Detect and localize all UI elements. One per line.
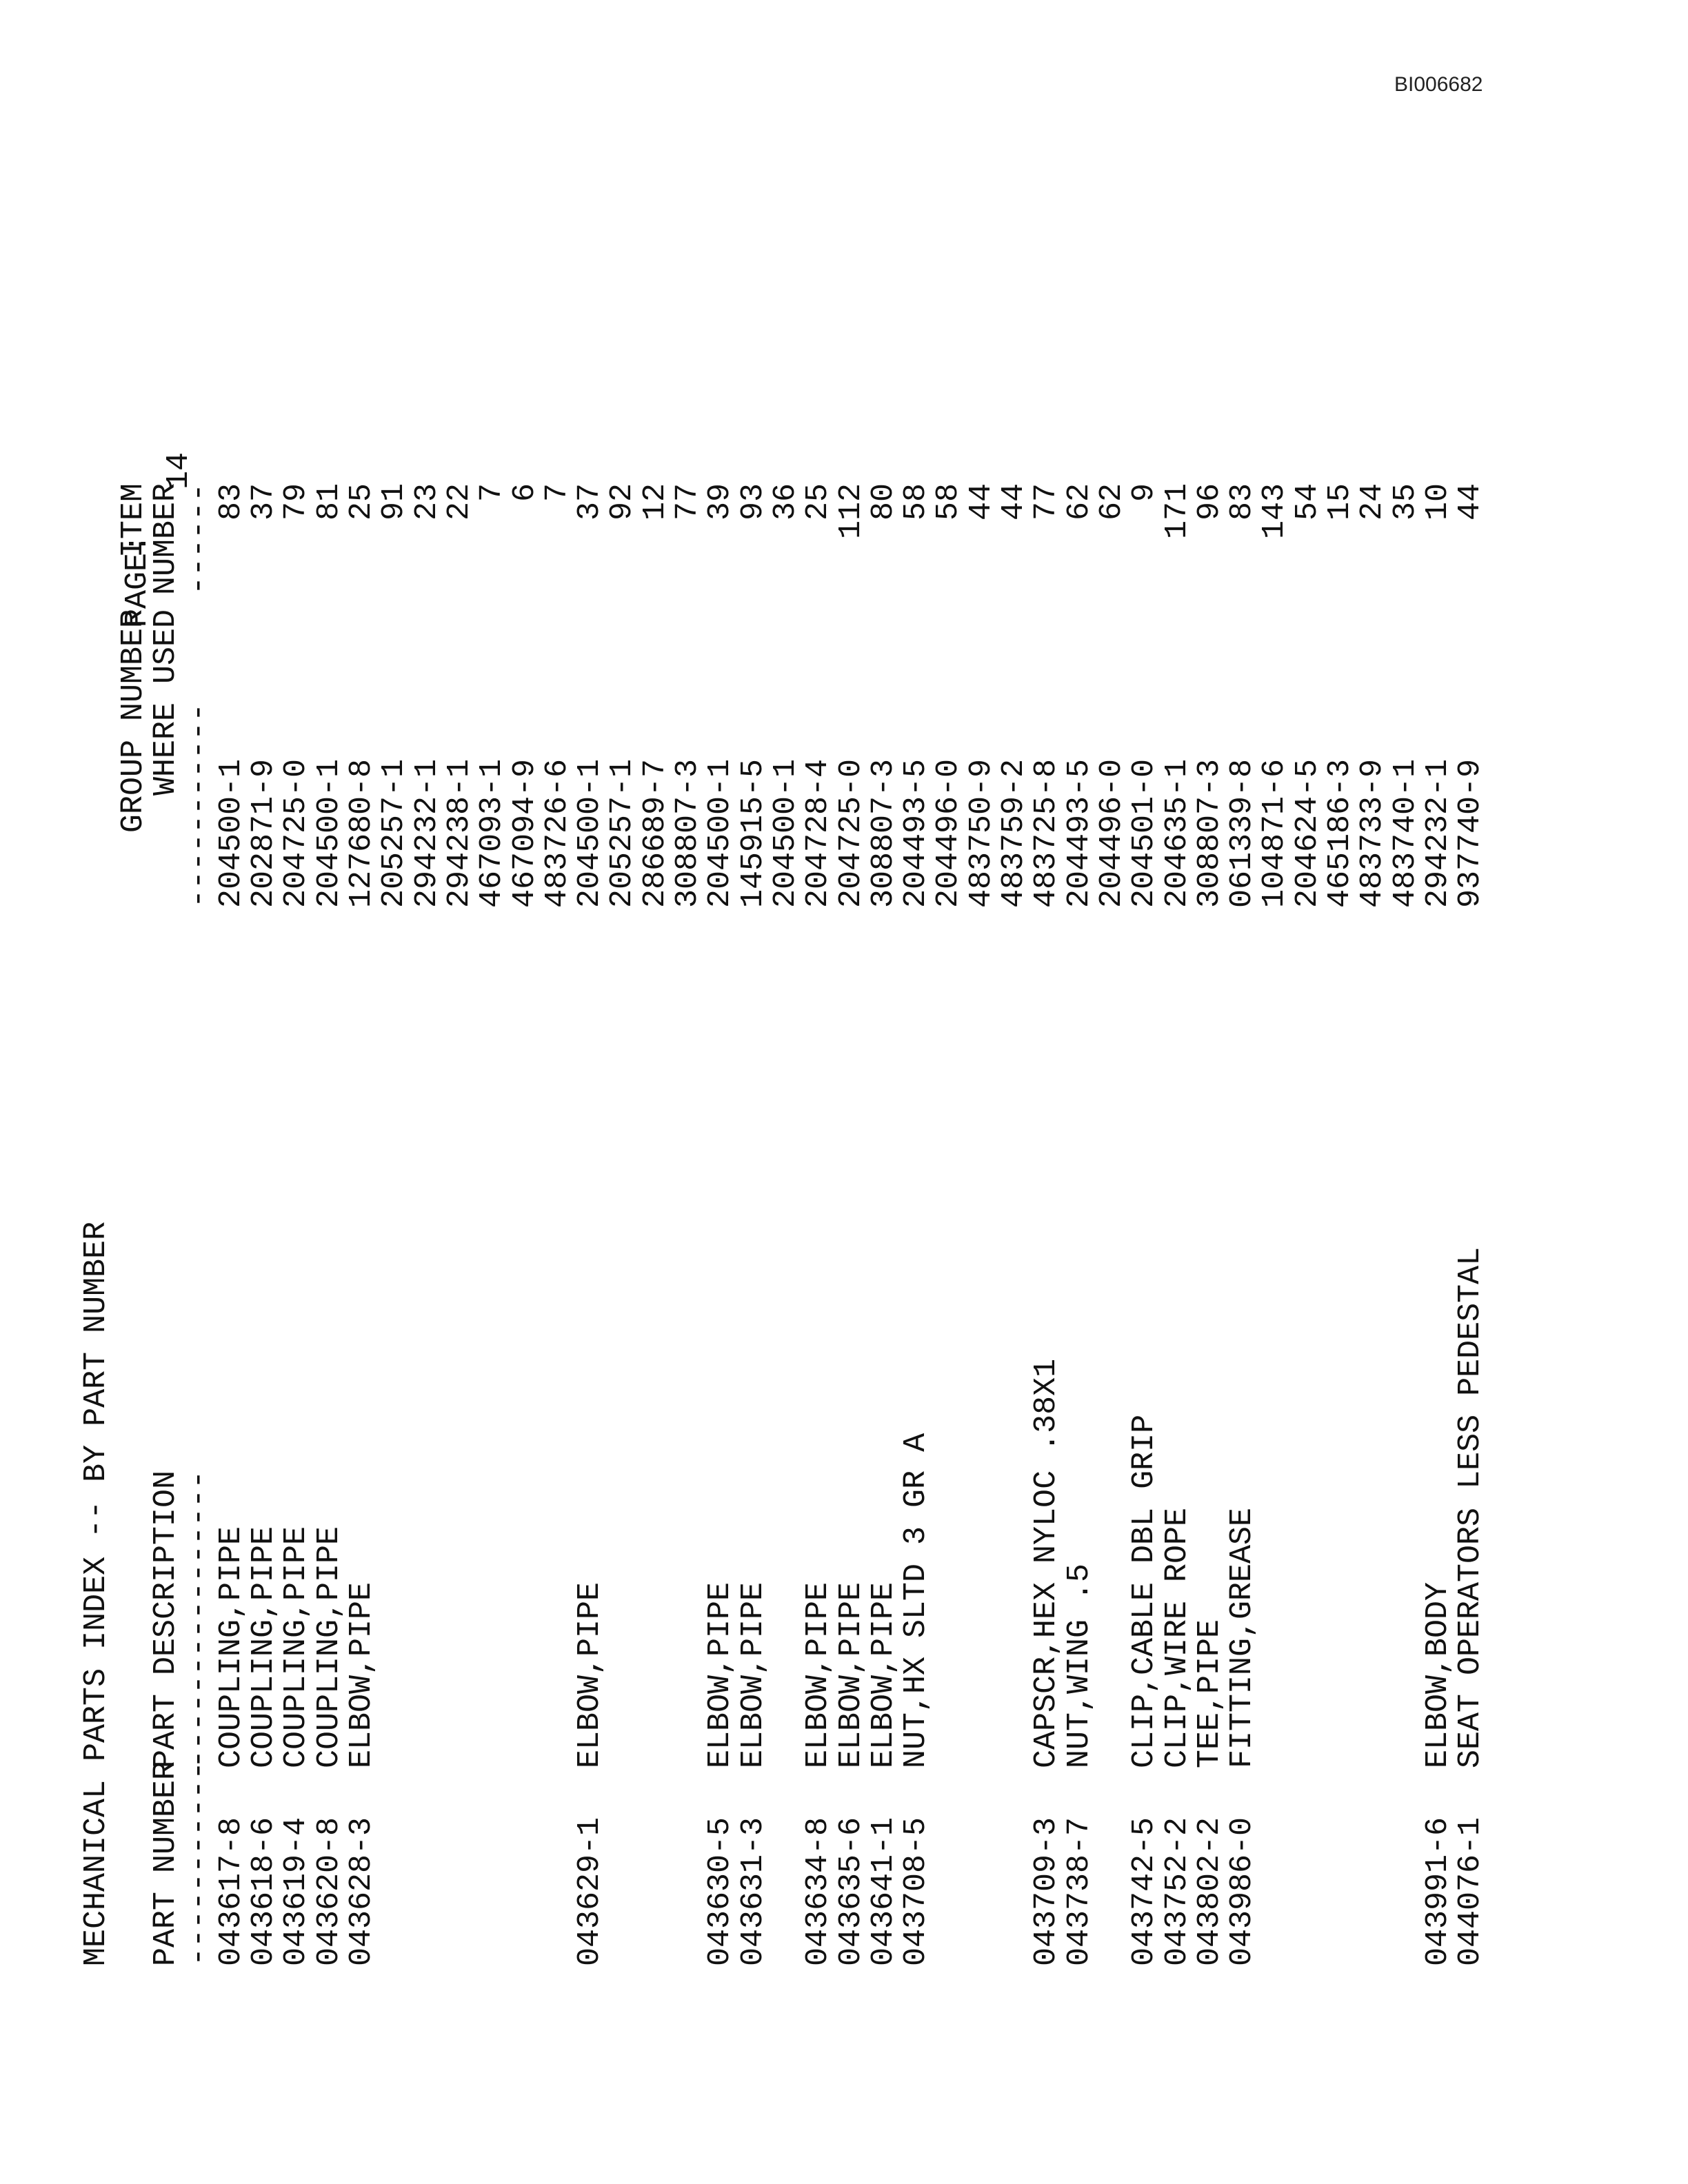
group-number-cell: 483726-6 <box>539 758 575 908</box>
table-row <box>767 117 803 1979</box>
part-description-cell: ELBOW,BODY <box>1420 1581 1456 1768</box>
group-number-cell: 204635-1 <box>1159 758 1195 908</box>
table-row <box>737 117 770 1979</box>
header-row-top <box>117 117 150 1979</box>
part-description-cell: CLIP,WIRE ROPE <box>1159 1507 1195 1768</box>
item-number-cell: 24 <box>1355 483 1391 521</box>
table-row <box>965 117 998 1979</box>
item-number-cell: 25 <box>344 483 380 521</box>
item-number-cell: 62 <box>1061 483 1097 521</box>
item-number-cell: 35 <box>1387 483 1423 521</box>
part-number-cell: 043709-3 <box>1029 1817 1065 1966</box>
group-number-cell: 204496-0 <box>931 758 967 908</box>
table-row <box>1096 117 1128 1979</box>
table-row <box>1389 117 1422 1979</box>
group-number-cell: 204501-0 <box>1127 758 1163 908</box>
table-row <box>639 117 672 1979</box>
table-row <box>1324 117 1356 1979</box>
table-row <box>704 117 736 1979</box>
table-row <box>1226 117 1258 1979</box>
item-number-cell: 10 <box>1420 483 1456 521</box>
item-number-cell: 58 <box>898 483 934 521</box>
part-description-cell: ELBOW,PIPE <box>865 1581 901 1768</box>
part-description-cell: FITTING,GREASE <box>1225 1507 1260 1768</box>
part-number-cell: 043991-6 <box>1420 1817 1456 1966</box>
item-number-cell: 91 <box>376 483 412 521</box>
group-number-cell: 145915-5 <box>735 758 771 908</box>
part-description-cell: TEE,PIPE <box>1192 1619 1227 1768</box>
group-underline: ----------- <box>181 702 217 908</box>
part-number-cell: 043629-1 <box>572 1817 608 1966</box>
part-number-cell: 043635-6 <box>833 1817 869 1966</box>
item-number-cell: 81 <box>311 483 347 521</box>
item-number-cell: 112 <box>833 483 869 540</box>
header-row-bottom <box>150 117 182 1979</box>
part-description-cell: SEAT OPERATORS LESS PEDESTAL <box>1453 1246 1489 1768</box>
group-number-cell: 308807-3 <box>865 758 901 908</box>
page-number: 14 <box>161 452 197 489</box>
group-number-cell: 204728-4 <box>801 758 836 908</box>
item-number-cell: 171 <box>1159 483 1195 540</box>
item-number-cell: 12 <box>637 483 673 521</box>
part-number-cell: 043620-8 <box>311 1817 347 1966</box>
group-number-cell: 204725-0 <box>279 758 314 908</box>
table-row <box>248 117 280 1979</box>
part-description-cell: CAPSCR,HEX NYLOC .38X1 <box>1029 1358 1065 1768</box>
group-number-cell: 204493-5 <box>1061 758 1097 908</box>
part-description-cell: ELBOW,PIPE <box>344 1581 380 1768</box>
parts-index-sheet <box>34 117 1572 1979</box>
part-description-cell: ELBOW,PIPE <box>703 1581 738 1768</box>
table-row <box>509 117 541 1979</box>
item-number-cell: 6 <box>507 483 543 503</box>
header-item-number: NUMBER <box>148 483 184 596</box>
group-number-cell: 308807-3 <box>1192 758 1227 908</box>
group-number-cell: 294238-1 <box>441 758 477 908</box>
part-number-cell: 043708-5 <box>898 1817 934 1966</box>
part-underline: ----------- <box>181 1761 217 1966</box>
part-number-cell: 043634-8 <box>801 1817 836 1966</box>
table-row <box>476 117 508 1979</box>
group-number-cell: 467093-1 <box>474 758 510 908</box>
table-row <box>932 117 965 1979</box>
part-description-cell: COUPLING,PIPE <box>279 1526 314 1768</box>
table-row <box>1127 117 1163 1979</box>
item-number-cell: 83 <box>1225 483 1260 521</box>
item-number-cell: 44 <box>996 483 1032 521</box>
group-number-cell: 483759-2 <box>996 758 1032 908</box>
item-number-cell: 44 <box>963 483 999 521</box>
header-part-description: PART DESCRIPTION <box>148 1470 184 1768</box>
group-number-cell: 483733-9 <box>1355 758 1391 908</box>
part-description-cell: CLIP,CABLE DBL GRIP <box>1127 1414 1163 1768</box>
part-description-cell: COUPLING,PIPE <box>311 1526 347 1768</box>
table-row <box>574 117 606 1979</box>
parts-table-body <box>215 117 1487 1979</box>
part-description-cell: ELBOW,PIPE <box>735 1581 771 1768</box>
part-description-cell: ELBOW,PIPE <box>572 1581 608 1768</box>
header-underline-row <box>183 117 215 1979</box>
page-title: MECHANICAL PARTS INDEX -- BY PART NUMBER <box>79 1221 114 1966</box>
table-row <box>672 117 704 1979</box>
item-number-cell: 9 <box>1127 483 1163 503</box>
item-number-cell: 83 <box>213 483 249 521</box>
table-row <box>900 117 932 1979</box>
group-number-cell: 204496-0 <box>1094 758 1129 908</box>
part-number-cell: 043631-3 <box>735 1817 771 1966</box>
table-row <box>280 117 312 1979</box>
item-number-cell: 77 <box>670 483 706 521</box>
item-number-cell: 7 <box>474 483 510 503</box>
part-number-cell: 044076-1 <box>1453 1817 1489 1966</box>
table-row <box>345 117 378 1979</box>
group-number-cell: 127680-8 <box>344 758 380 908</box>
table-row <box>443 117 476 1979</box>
item-number-cell: 36 <box>767 483 803 521</box>
header-where-used: WHERE USED <box>148 609 184 796</box>
header-part-number: PART NUMBER <box>148 1761 184 1966</box>
part-number-cell: 043986-0 <box>1225 1817 1260 1966</box>
item-number-cell: 77 <box>1029 483 1065 521</box>
part-number-cell: 043738-7 <box>1061 1817 1097 1966</box>
document-id: BI006682 <box>1394 73 1483 96</box>
part-description-cell: ELBOW,PIPE <box>833 1581 869 1768</box>
group-number-cell: 483740-1 <box>1387 758 1423 908</box>
table-row <box>1161 117 1194 1979</box>
group-number-cell: 286689-7 <box>637 758 673 908</box>
table-row <box>215 117 248 1979</box>
item-number-cell: 80 <box>865 483 901 521</box>
page-label: PAGE: <box>120 534 155 627</box>
group-number-cell: 204500-1 <box>703 758 738 908</box>
table-row <box>1454 117 1487 1979</box>
group-number-cell: 465186-3 <box>1322 758 1358 908</box>
group-number-cell: 204725-0 <box>833 758 869 908</box>
item-number-cell: 7 <box>539 483 575 503</box>
item-number-cell: 23 <box>409 483 445 521</box>
group-number-cell: 294232-1 <box>409 758 445 908</box>
group-number-cell: 104871-6 <box>1257 758 1293 908</box>
table-row <box>867 117 900 1979</box>
table-row <box>1356 117 1389 1979</box>
table-row <box>1258 117 1291 1979</box>
header-item: ITEM <box>116 483 151 558</box>
table-row <box>378 117 410 1979</box>
part-number-cell: 043641-1 <box>865 1817 901 1966</box>
header-group-number: GROUP NUMBER <box>116 609 151 833</box>
group-number-cell: 061339-8 <box>1225 758 1260 908</box>
item-number-cell: 143 <box>1257 483 1293 540</box>
part-number-cell: 043742-5 <box>1127 1817 1163 1966</box>
part-number-cell: 043628-3 <box>344 1817 380 1966</box>
part-description-cell: NUT,HX SLTD 3 GR A <box>898 1433 934 1768</box>
group-number-cell: 205257-1 <box>605 758 641 908</box>
table-row <box>313 117 345 1979</box>
item-number-cell: 93 <box>735 483 771 521</box>
part-number-cell: 043630-5 <box>703 1817 738 1966</box>
item-number-cell: 92 <box>605 483 641 521</box>
item-number-cell: 25 <box>801 483 836 521</box>
part-number-cell: 043619-4 <box>279 1817 314 1966</box>
group-number-cell: 204493-5 <box>898 758 934 908</box>
item-number-cell: 37 <box>246 483 282 521</box>
group-number-cell: 467094-9 <box>507 758 543 908</box>
desc-underline: ---------------- <box>181 1470 217 1768</box>
item-number-cell: 39 <box>703 483 738 521</box>
table-row <box>1422 117 1454 1979</box>
item-number-cell: 58 <box>931 483 967 521</box>
table-row <box>1194 117 1226 1979</box>
part-number-cell: 043618-6 <box>246 1817 282 1966</box>
part-number-cell: 043802-2 <box>1192 1817 1227 1966</box>
group-number-cell: 204624-5 <box>1289 758 1325 908</box>
group-number-cell: 294232-1 <box>1420 758 1456 908</box>
group-number-cell: 308807-3 <box>670 758 706 908</box>
group-number-cell: 204500-1 <box>767 758 803 908</box>
part-description-cell: ELBOW,PIPE <box>801 1581 836 1768</box>
item-number-cell: 15 <box>1322 483 1358 521</box>
group-number-cell: 483725-8 <box>1029 758 1065 908</box>
item-number-cell: 79 <box>279 483 314 521</box>
part-description-cell: COUPLING,PIPE <box>213 1526 249 1768</box>
group-number-cell: 483750-9 <box>963 758 999 908</box>
table-row <box>1063 117 1096 1979</box>
table-row <box>802 117 834 1979</box>
table-row <box>541 117 574 1979</box>
table-row <box>998 117 1030 1979</box>
part-number-cell: 043752-2 <box>1159 1817 1195 1966</box>
table-row <box>606 117 639 1979</box>
table-row <box>411 117 443 1979</box>
table-row <box>835 117 867 1979</box>
item-number-cell: 54 <box>1289 483 1325 521</box>
part-number-cell: 043617-8 <box>213 1817 249 1966</box>
table-row <box>1289 117 1325 1979</box>
table-row <box>1030 117 1063 1979</box>
part-description-cell: COUPLING,PIPE <box>246 1526 282 1768</box>
item-number-cell: 44 <box>1453 483 1489 521</box>
group-number-cell: 204500-1 <box>572 758 608 908</box>
item-number-cell: 96 <box>1192 483 1227 521</box>
item-number-cell: 62 <box>1094 483 1129 521</box>
group-number-cell: 204500-1 <box>311 758 347 908</box>
group-number-cell: 205257-1 <box>376 758 412 908</box>
group-number-cell: 204500-1 <box>213 758 249 908</box>
item-number-cell: 22 <box>441 483 477 521</box>
item-underline: ------ <box>181 483 217 596</box>
group-number-cell: 202871-9 <box>246 758 282 908</box>
part-description-cell: NUT,WING .5 <box>1061 1563 1097 1768</box>
item-number-cell: 37 <box>572 483 608 521</box>
group-number-cell: 937740-9 <box>1453 758 1489 908</box>
